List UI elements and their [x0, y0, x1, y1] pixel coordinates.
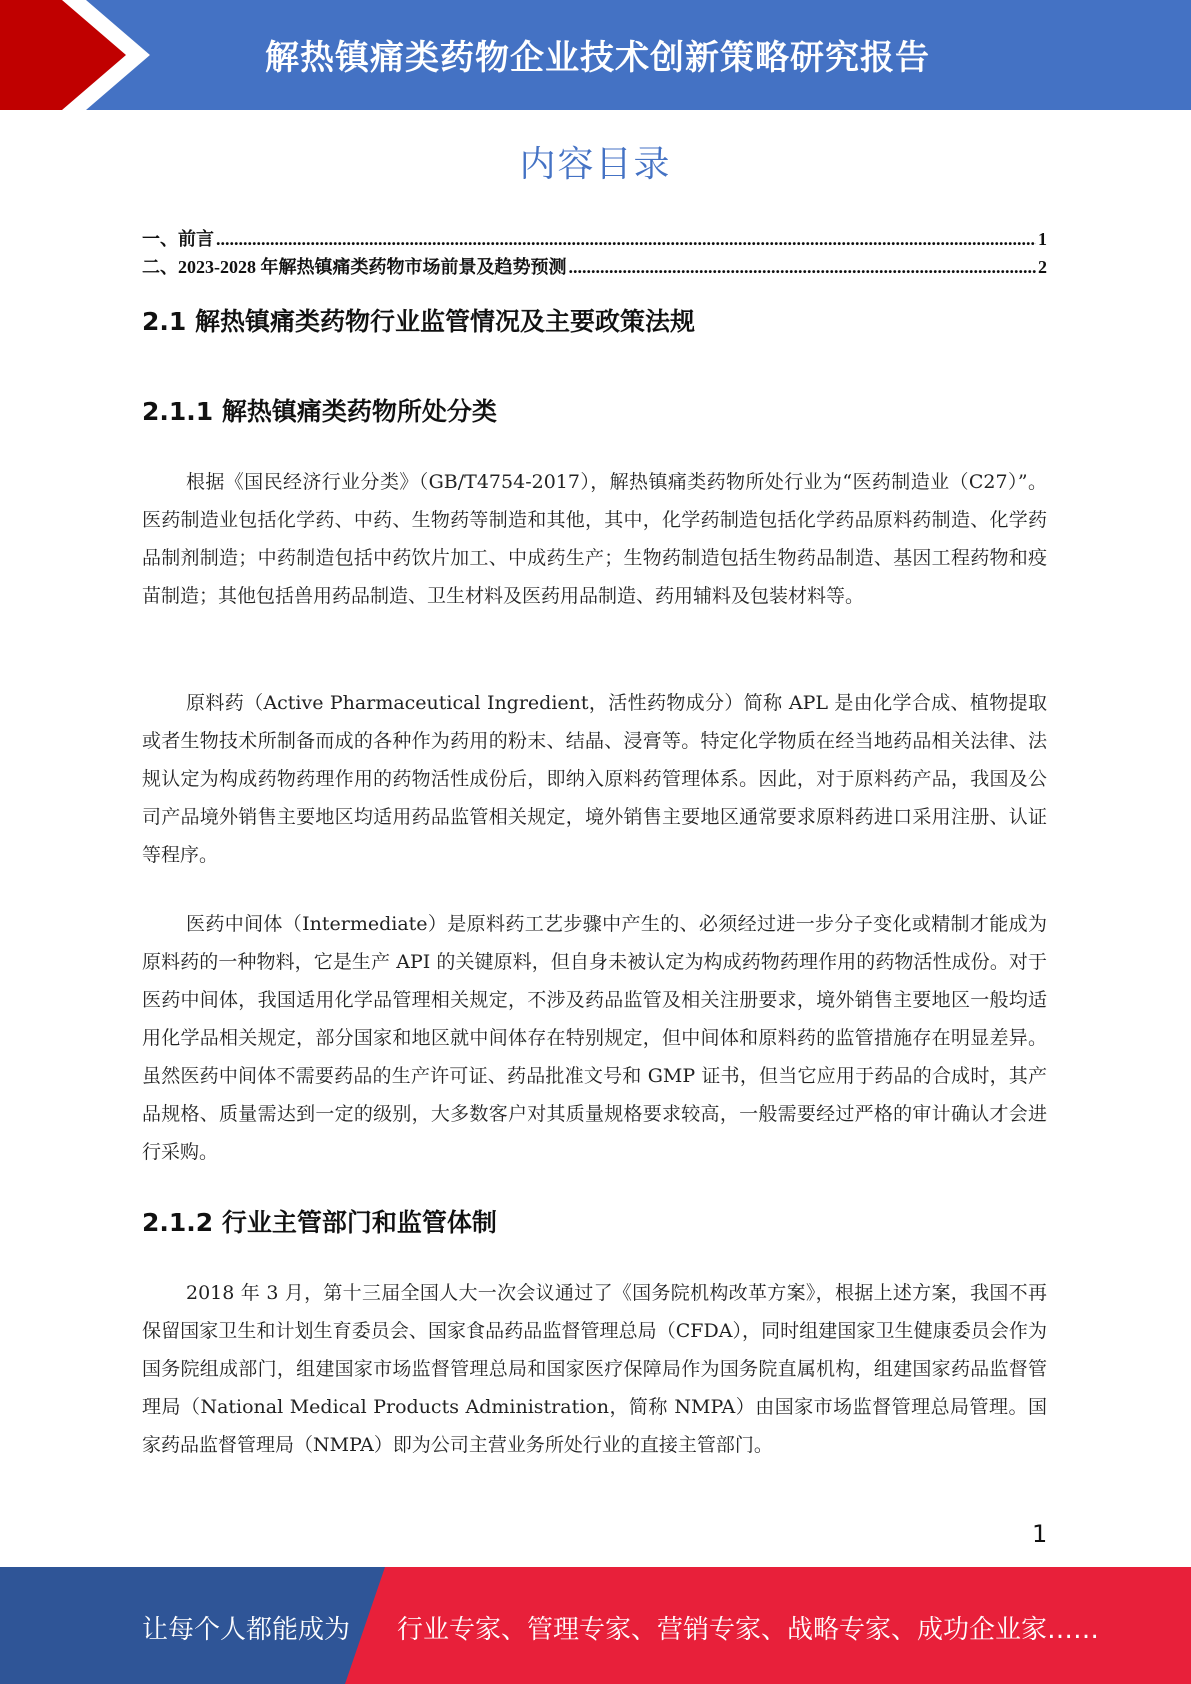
toc-entry-label: 二、2023-2028 年解热镇痛类药物市场前景及趋势预测: [142, 257, 567, 277]
footer-slogan-right: 行业专家、管理专家、营销专家、战略专家、成功企业家……: [397, 1615, 1100, 1645]
body-paragraph: 医药中间体（Intermediate）是原料药工艺步骤中产生的、必须经过进一步分子变化或精制才能成为原料药的一种物料，它是生产 API 的关键原料，但自身未被认定为构成药物药理作用的药物活性成份。对于医药中间体，我国适用化学品管理相关规定，不涉及药品监管及相关注册要求，境外销售主要地区一般均适用化学品相关规定，部分国家和地区就中间体存在特别规定，但中间体和原料药的监管措施存在明显差异。虽然医药中间体不需要药品的生产许可证、药品批准文号和 GMP 证书，但当它应用于药品的合成时，其产品规格、质量需达到一定的级别，大多数客户对其质量规格要求较高，一般需要经过严格的审计确认才会进行采购。: [142, 913, 1047, 1163]
toc-entry-page: 2: [1038, 257, 1047, 277]
toc-title: 内容目录: [519, 144, 672, 185]
toc-entry[interactable]: [142, 253, 1047, 281]
body-paragraph: 2018 年 3 月，第十三届全国人大一次会议通过了《国务院机构改革方案》，根据上述方案，我国不再保留国家卫生和计划生育委员会、国家食品药品监督管理总局（CFDA），同时组建国家卫生健康委员会作为国务院组成部门，组建国家市场监督管理总局和国家医疗保障局作为国务院直属机构，组建国家药品监督管理局（National Medical Products Administration，简称 NMPA）由国家市场监督管理总局管理。国家药品监督管理局（NMPA）即为公司主营业务所处行业的直接主管部门。: [142, 1282, 1047, 1456]
body-paragraph: 原料药（Active Pharmaceutical Ingredient，活性药物成分）简称 APL 是由化学合成、植物提取或者生物技术所制备而成的各种作为药用的粉末、结晶、浸膏等。特定化学物质在经当地药品相关法律、法规认定为构成药物药理作用的药物活性成份后，即纳入原料药管理体系。因此，对于原料药产品，我国及公司产品境外销售主要地区均适用药品监管相关规定，境外销售主要地区通常要求原料药进口采用注册、认证等程序。: [142, 692, 1047, 866]
toc-entry[interactable]: [142, 225, 1047, 253]
toc-entry-page: 1: [1038, 229, 1047, 249]
section-heading-2-1-1: 2.1.1 解热镇痛类药物所处分类: [142, 397, 497, 426]
toc-leader-dots: [216, 229, 1036, 250]
toc-leader-dots: [569, 257, 1037, 278]
section-heading-2-1-2: 2.1.2 行业主管部门和监管体制: [142, 1208, 497, 1237]
report-title: 解热镇痛类药物企业技术创新策略研究报告: [265, 38, 930, 78]
report-footer: [0, 1567, 1191, 1684]
page-number: 1: [1032, 1520, 1048, 1548]
footer-slogan-left: 让每个人都能成为: [142, 1615, 351, 1645]
toc-entry-label: 一、前言: [142, 229, 214, 249]
table-of-contents: [142, 225, 1047, 281]
section-heading-2-1: 2.1 解热镇痛类药物行业监管情况及主要政策法规: [142, 307, 695, 336]
report-header: [0, 0, 1191, 110]
body-paragraph: 根据《国民经济行业分类》（GB/T4754-2017），解热镇痛类药物所处行业为“医药制造业（C27）”。医药制造业包括化学药、中药、生物药等制造和其他，其中，化学药制造包括化学药品原料药制造、化学药品制剂制造；中药制造包括中药饮片加工、中成药生产；生物药制造包括生物药品制造、基因工程药物和疫苗制造；其他包括兽用药品制造、卫生材料及医药用品制造、药用辅料及包装材料等。: [142, 471, 1047, 607]
